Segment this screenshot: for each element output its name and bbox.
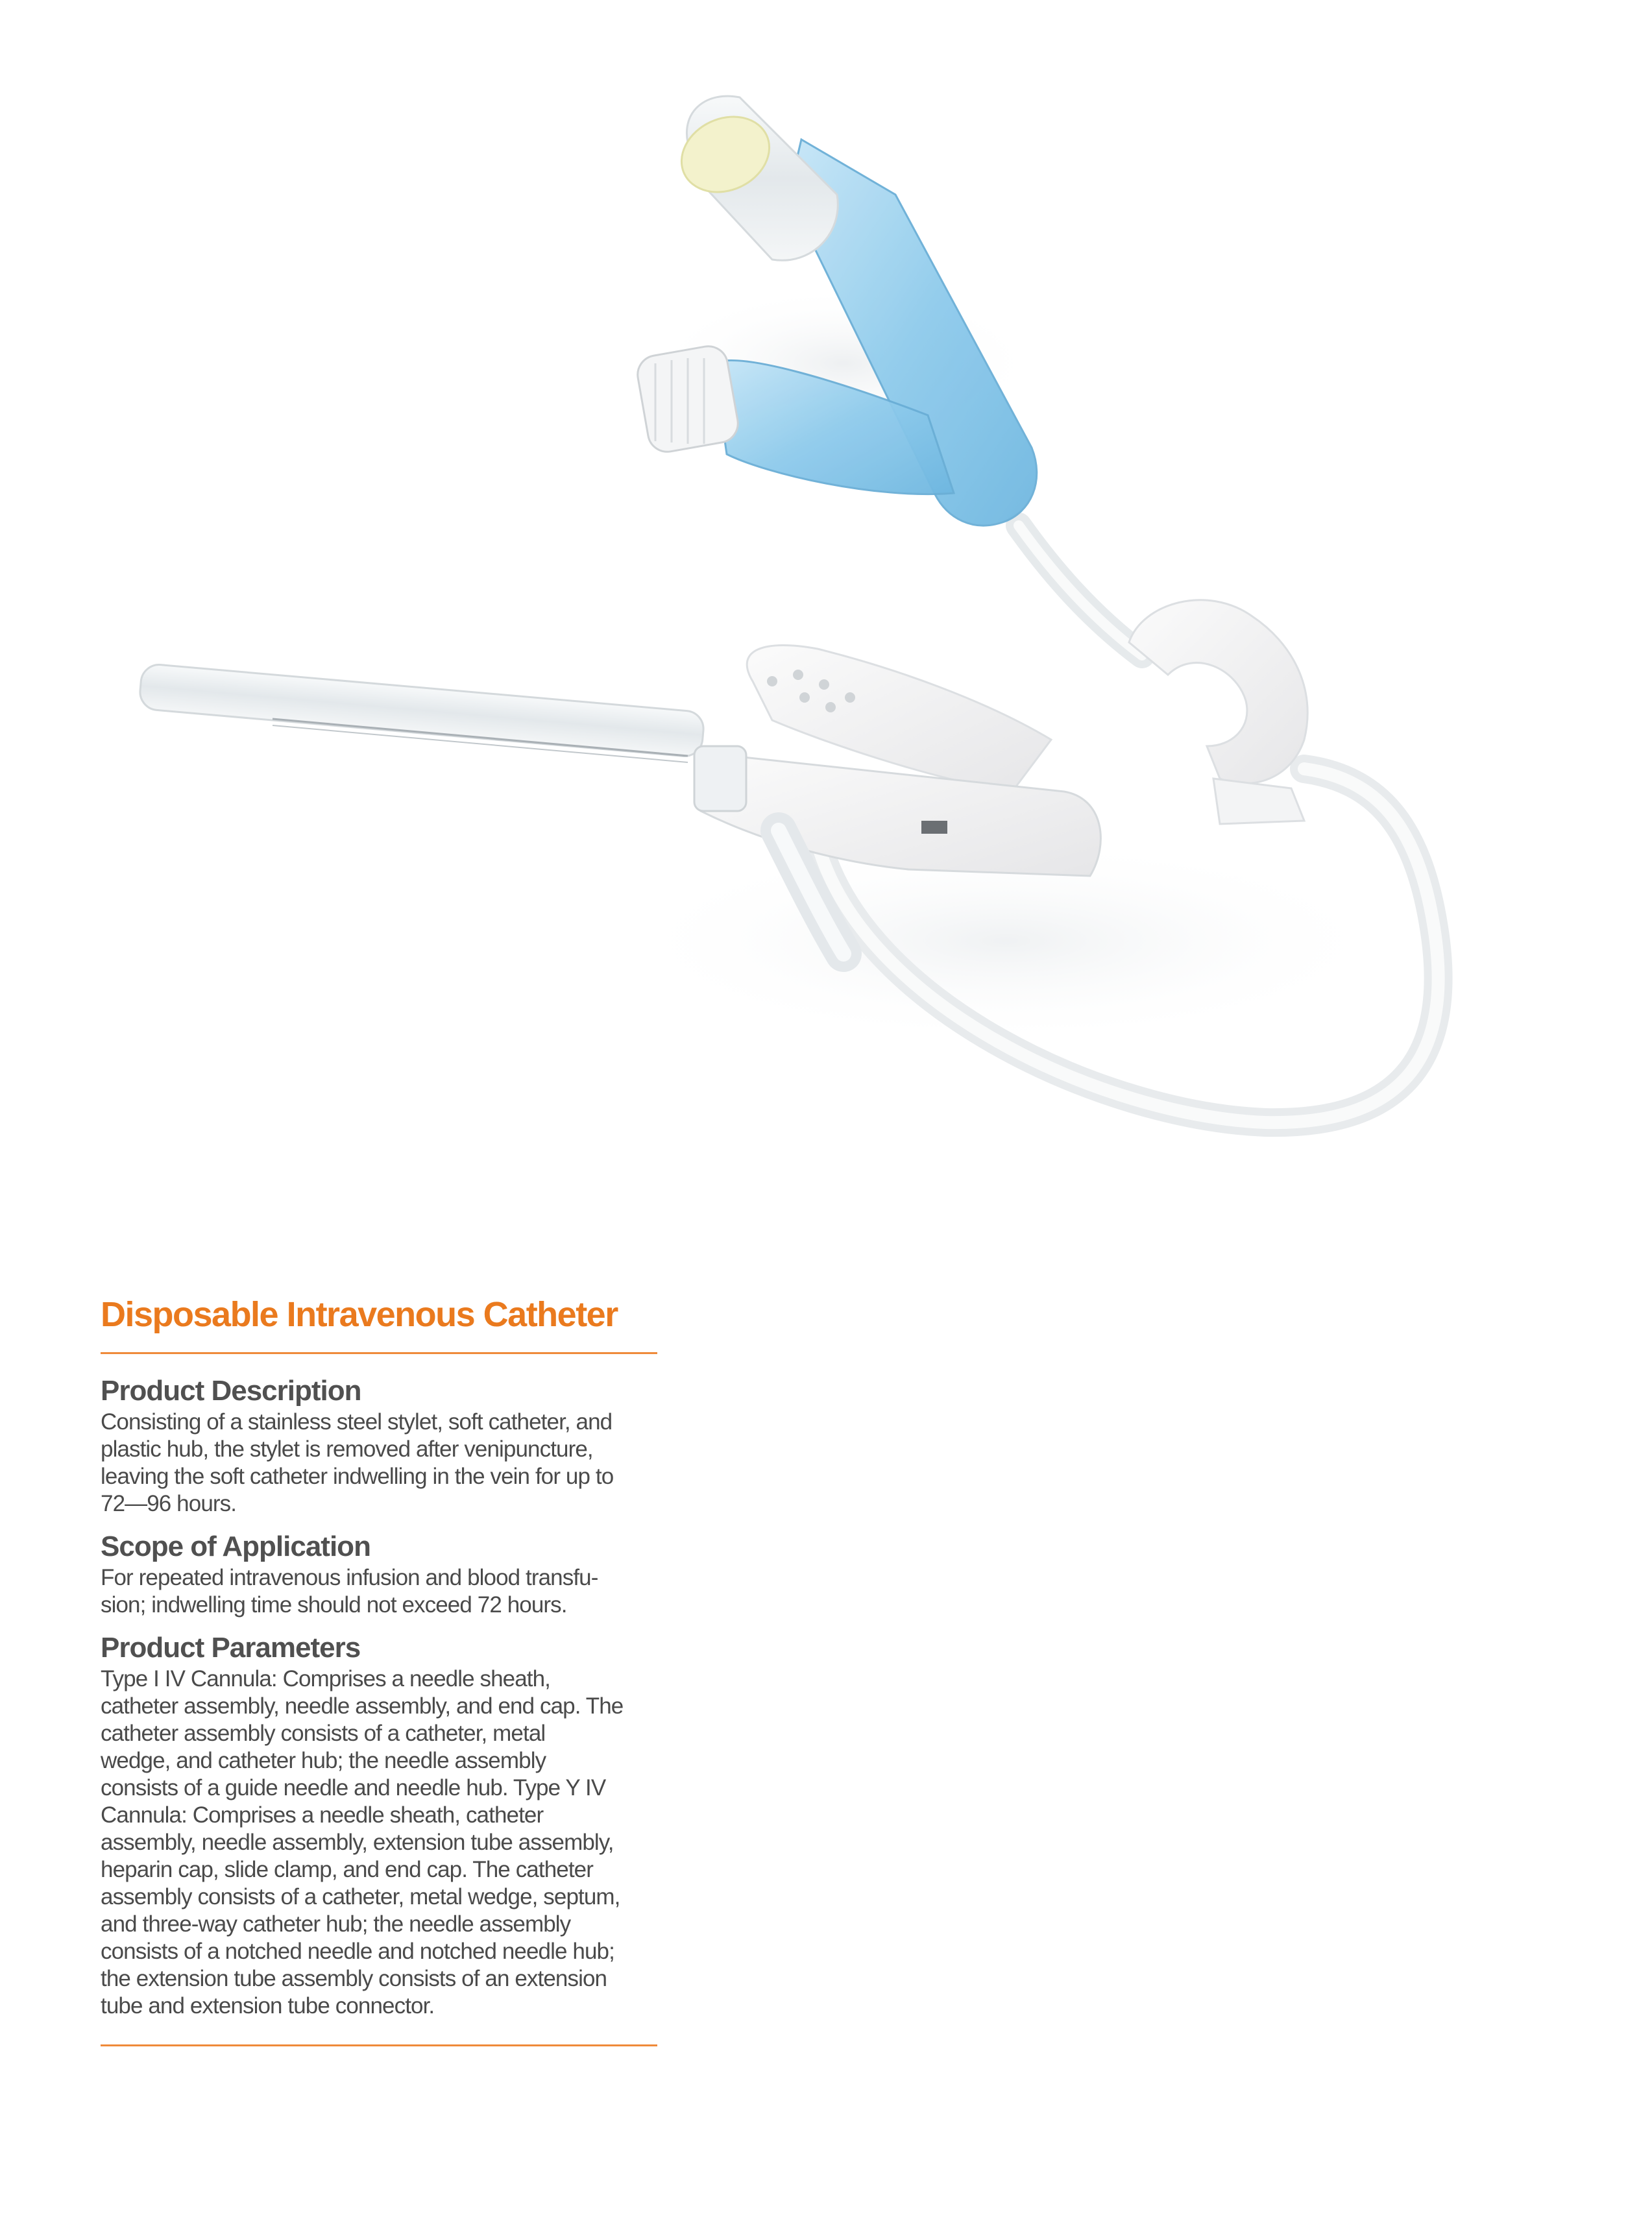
slide-clamp (1129, 600, 1307, 824)
section-heading-parameters: Product Parameters (101, 1632, 361, 1664)
section-heading-description: Product Description (101, 1375, 361, 1407)
bottom-divider (101, 2044, 657, 2046)
section-text-scope: For repeated intravenous infusion and blood transfu- sion; indwelling time should not exceed 72 hours. (101, 1565, 598, 1618)
needle-sheath (139, 663, 705, 762)
title-divider (101, 1352, 657, 1354)
product-title: Disposable Intravenous Catheter (101, 1295, 618, 1334)
section-heading-scope: Scope of Application (101, 1531, 370, 1562)
product-text-block (101, 1291, 659, 2046)
section-text-parameters: Type I IV Cannula: Comprises a needle sheath, catheter assembly, needle assembly, and end cap. The catheter assembly consists of a catheter, metal wedge, and catheter hub; the needle assembly consists of a guide needle and needle hub. Type Y IV Cannula: Comprises a needle sheath, catheter assembly, needle assembly, extension tube assembly, heparin cap, slide clamp, and end cap. The catheter assembly consists of a catheter, metal wedge, septum, and three-way catheter hub; the needle assembly consists of a notched needle and notched needle hub; the extension tube assembly consists of an extension tube and extension tube connector. (101, 1666, 624, 2018)
catheter-hub (694, 645, 1100, 876)
section-text-description: Consisting of a stainless steel stylet, soft catheter, and plastic hub, the stylet is removed after venipuncture, leaving the soft catheter indwelling in the vein for up to 72—96 hours. (101, 1409, 614, 1516)
